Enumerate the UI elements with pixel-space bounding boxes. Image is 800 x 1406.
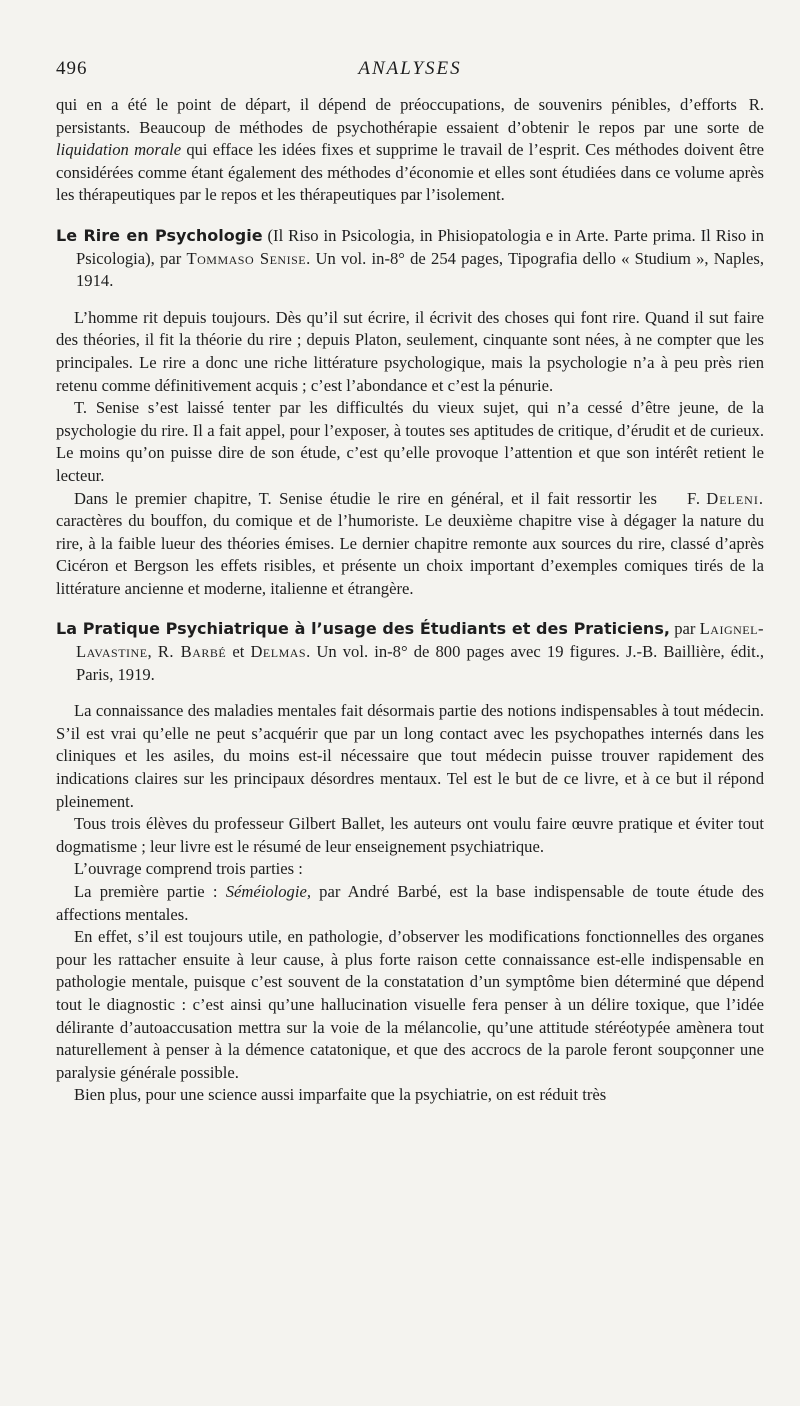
review-title: La Pratique Psychiatrique à l’usage des Étudiants et des Praticiens, <box>56 619 670 639</box>
review-pratique-psychiatrique <box>56 618 764 1106</box>
review-rire-psychologie <box>56 225 764 601</box>
running-head <box>56 56 764 86</box>
review-heading: Le Rire en Psychologie (Il Riso in Psicologia, in Phisiopatologia e in Arte. Parte prima. Il Riso in Psicologia), par Tommaso Senise. Un vol. in-8° de 254 pages, Tipografia dello « Studium », Naples, 1914. <box>56 225 765 291</box>
review-paragraph: F. Deleni. Dans le premier chapitre, T. Senise étudie le rire en général, et il fait ressortir les caractères du bouffon, du comique et de l’humoriste. Le deuxième chapitre vise à dégager la nature du rire, à la faible lueur des théories émises. Le dernier chapitre remonte aux sources du rire, classé d’après Cicéron et Bergson les effets risibles, et présente un choix important d’exemples comiques tirés de la littérature ancienne et moderne, italienne et étrangère. <box>56 488 764 598</box>
review-paragraph: L’ouvrage comprend trois parties : <box>74 859 303 879</box>
review-paragraph: Tous trois élèves du professeur Gilbert Ballet, les auteurs ont voulu faire œuvre pratique et éviter tout dogmatisme ; leur livre est le résumé de leur enseignement psychiatrique. <box>56 814 764 856</box>
intro-paragraph: R. qui en a été le point de départ, il dépend de préoccupations, de souvenirs pénibles, d’efforts persistants. Beaucoup de méthodes de psychothérapie essaient d’obtenir le repos par une sorte de liquidation morale qui efface les idées fixes et supprime le travail de l’esprit. Ces méthodes doivent être considérées comme étant également des méthodes d’économie et elles sont étudiées dans ce volume après les thérapeutiques par le repos et les thérapeutiques par l’isolement. <box>56 95 764 205</box>
review-signature: F. Deleni. <box>687 488 764 508</box>
review-paragraph: Bien plus, pour une science aussi imparfaite que la psychiatrie, on est réduit très <box>74 1085 607 1105</box>
journal-page <box>56 56 764 1107</box>
review-paragraph: La première partie : Séméiologie, par André Barbé, est la base indispensable de toute étude des affections mentales. <box>56 882 764 924</box>
review-paragraph: L’homme rit depuis toujours. Dès qu’il sut écrire, il écrivit des choses qui font rire. Quand il sut faire des théories, il fit la théorie du rire ; depuis Platon, seulement, cinquante sont nées, à ne compter que les principales. Le rire a donc une riche littérature psychologique, mais la psychologie n’a à peu près rien retenu comme définitivement acquis ; c’est l’abondance et c’est la pénurie. <box>56 307 764 395</box>
review-author: Delmas <box>250 642 307 662</box>
section-title-emphasis: Séméiologie, <box>225 882 311 901</box>
review-paragraph: La connaissance des maladies mentales fait désormais partie des notions indispensables à tout médecin. S’il est vrai qu’elle ne peut s’acquérir que par un long contact avec les psychopathes internés dans les cliniques et les asiles, du moins est-il nécessaire que tout médecin puisse trouver rapidement des indications claires sur les principaux désordres mentaux. Tel est le but de ce livre, et à ce but il répond pleinement. <box>56 701 764 811</box>
review-paragraph: T. Senise s’est laissé tenter par les difficultés du vieux sujet, qui n’a cessé d’être jeune, de la psychologie du rire. Il a fait appel, pour l’exposer, à toutes ses aptitudes de critique, d’érudit et de curieux. Le moins qu’on puisse dire de son étude, c’est qu’elle provoque l’attention et que son intérêt retient le lecteur. <box>56 398 764 485</box>
review-author: Laignel-Lavastine <box>76 619 764 662</box>
page-number: 496 <box>56 58 88 79</box>
intro-section <box>56 94 764 207</box>
review-title: Le Rire en Psychologie <box>56 225 263 245</box>
review-author: Tommaso Senise <box>186 248 307 268</box>
intro-signature: R. <box>748 95 764 114</box>
review-paragraph: En effet, s’il est toujours utile, en pathologie, d’observer les modifications fonctionnelles des organes pour les rattacher ensuite à leur cause, à plus forte raison cette connaissance est-elle indispensable en pathologie mentale, puisque c’est souvent de la constatation d’un symptôme bien déterminé que dépend tout le diagnostic : c’est ainsi qu’une hallucination visuelle fera penser à un délire toxique, que l’idée délirante d’autoaccusation mettra sur la voie de la mélancolie, qu’une attitude stéréotypée amènera tout naturellement à penser à la démence catatonique, et que des accrocs de la parole feront soupçonner une paralysie générale possible. <box>56 927 764 1082</box>
running-title: ANALYSES <box>358 58 462 79</box>
review-author: R. Barbé <box>157 642 227 662</box>
intro-emphasis: liquidation morale <box>56 140 182 160</box>
review-heading: La Pratique Psychiatrique à l’usage des Étudiants et des Praticiens, par Laignel-Lavastine, R. Barbé et Delmas. Un vol. in-8° de 800 pages avec 19 figures. J.-B. Baillière, édit., Paris, 1919. <box>56 619 764 684</box>
